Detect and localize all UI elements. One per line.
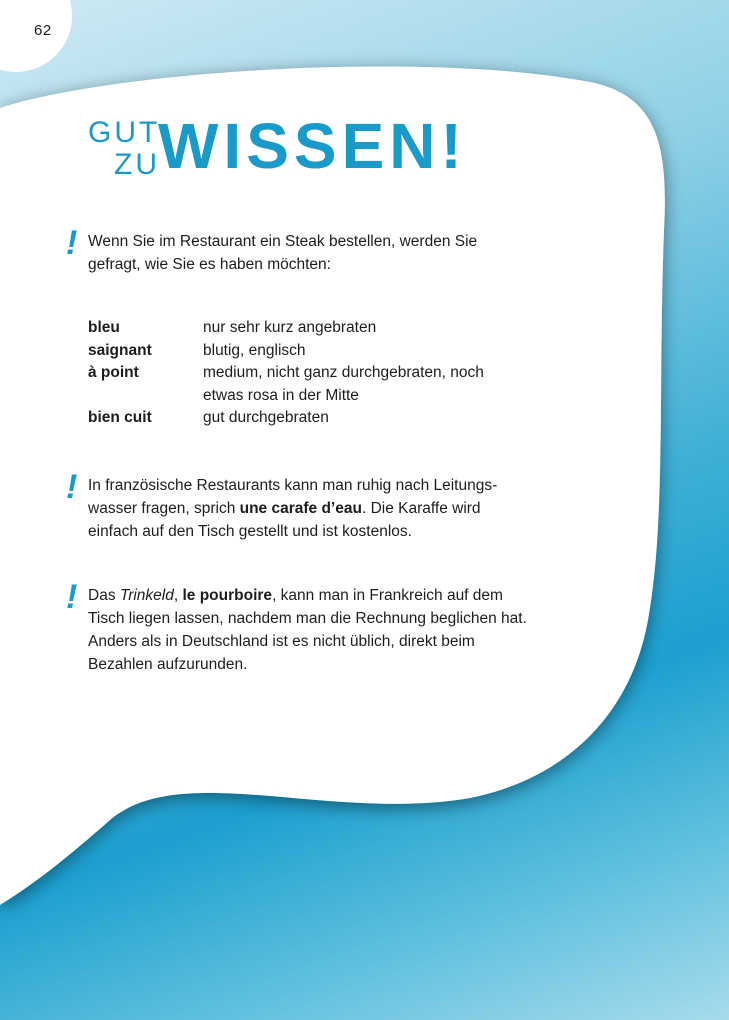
- headline-wissen: WISSEN!: [158, 110, 467, 182]
- doneness-meaning: nur sehr kurz angebraten: [203, 319, 377, 336]
- tip-tipping-before: Das: [88, 587, 120, 604]
- doneness-meaning: gut durchgebraten: [203, 409, 329, 426]
- doneness-row: [88, 362, 493, 407]
- doneness-term: à point: [88, 364, 139, 381]
- doneness-row: [88, 317, 493, 340]
- doneness-row: [88, 340, 493, 363]
- tip-tipping-german-term: Trinkeld: [119, 587, 174, 604]
- doneness-term: bleu: [88, 319, 120, 336]
- tip-tipping-middle: ,: [173, 587, 183, 604]
- doneness-row: [88, 407, 493, 430]
- doneness-meaning: blutig, englisch: [203, 341, 306, 359]
- headline-zu: ZU: [114, 148, 160, 181]
- doneness-term: bien cuit: [88, 409, 152, 426]
- tip-water-text: [88, 474, 528, 543]
- doneness-term: saignant: [88, 341, 152, 359]
- doneness-meaning: medium, nicht ganz durchgebraten, noch etwas rosa in der Mitte: [203, 364, 484, 404]
- exclamation-icon: !: [66, 468, 78, 506]
- tip-water-term: une carafe d’eau: [239, 500, 362, 517]
- tip-tipping-after: , kann man in Frankreich auf dem Tisch liegen lassen, nachdem man die Rechnung beglichen hat. Anders als in Deutschland ist es nicht üblich, direkt beim Bezahlen aufzurunden.: [88, 587, 527, 673]
- tip-tipping-french-term: le pourboire: [182, 587, 273, 604]
- page-number: 62: [34, 22, 52, 39]
- headline-gut: GUT: [88, 116, 161, 149]
- exclamation-icon: !: [66, 578, 78, 616]
- tip-steak-text: Wenn Sie im Restaurant ein Steak bestellen, werden Sie gefragt, wie Sie es haben möchten:: [88, 233, 478, 273]
- exclamation-icon: !: [66, 224, 78, 262]
- tip-tipping-text: [88, 584, 528, 676]
- tip-water-before: In französische Restaurants kann man ruhig nach Leitungs-wasser fragen, sprich: [88, 477, 498, 517]
- tip-water-after: . Die Karaffe wird einfach auf den Tisch gestellt und ist kostenlos.: [88, 500, 481, 540]
- doneness-table: [88, 317, 493, 430]
